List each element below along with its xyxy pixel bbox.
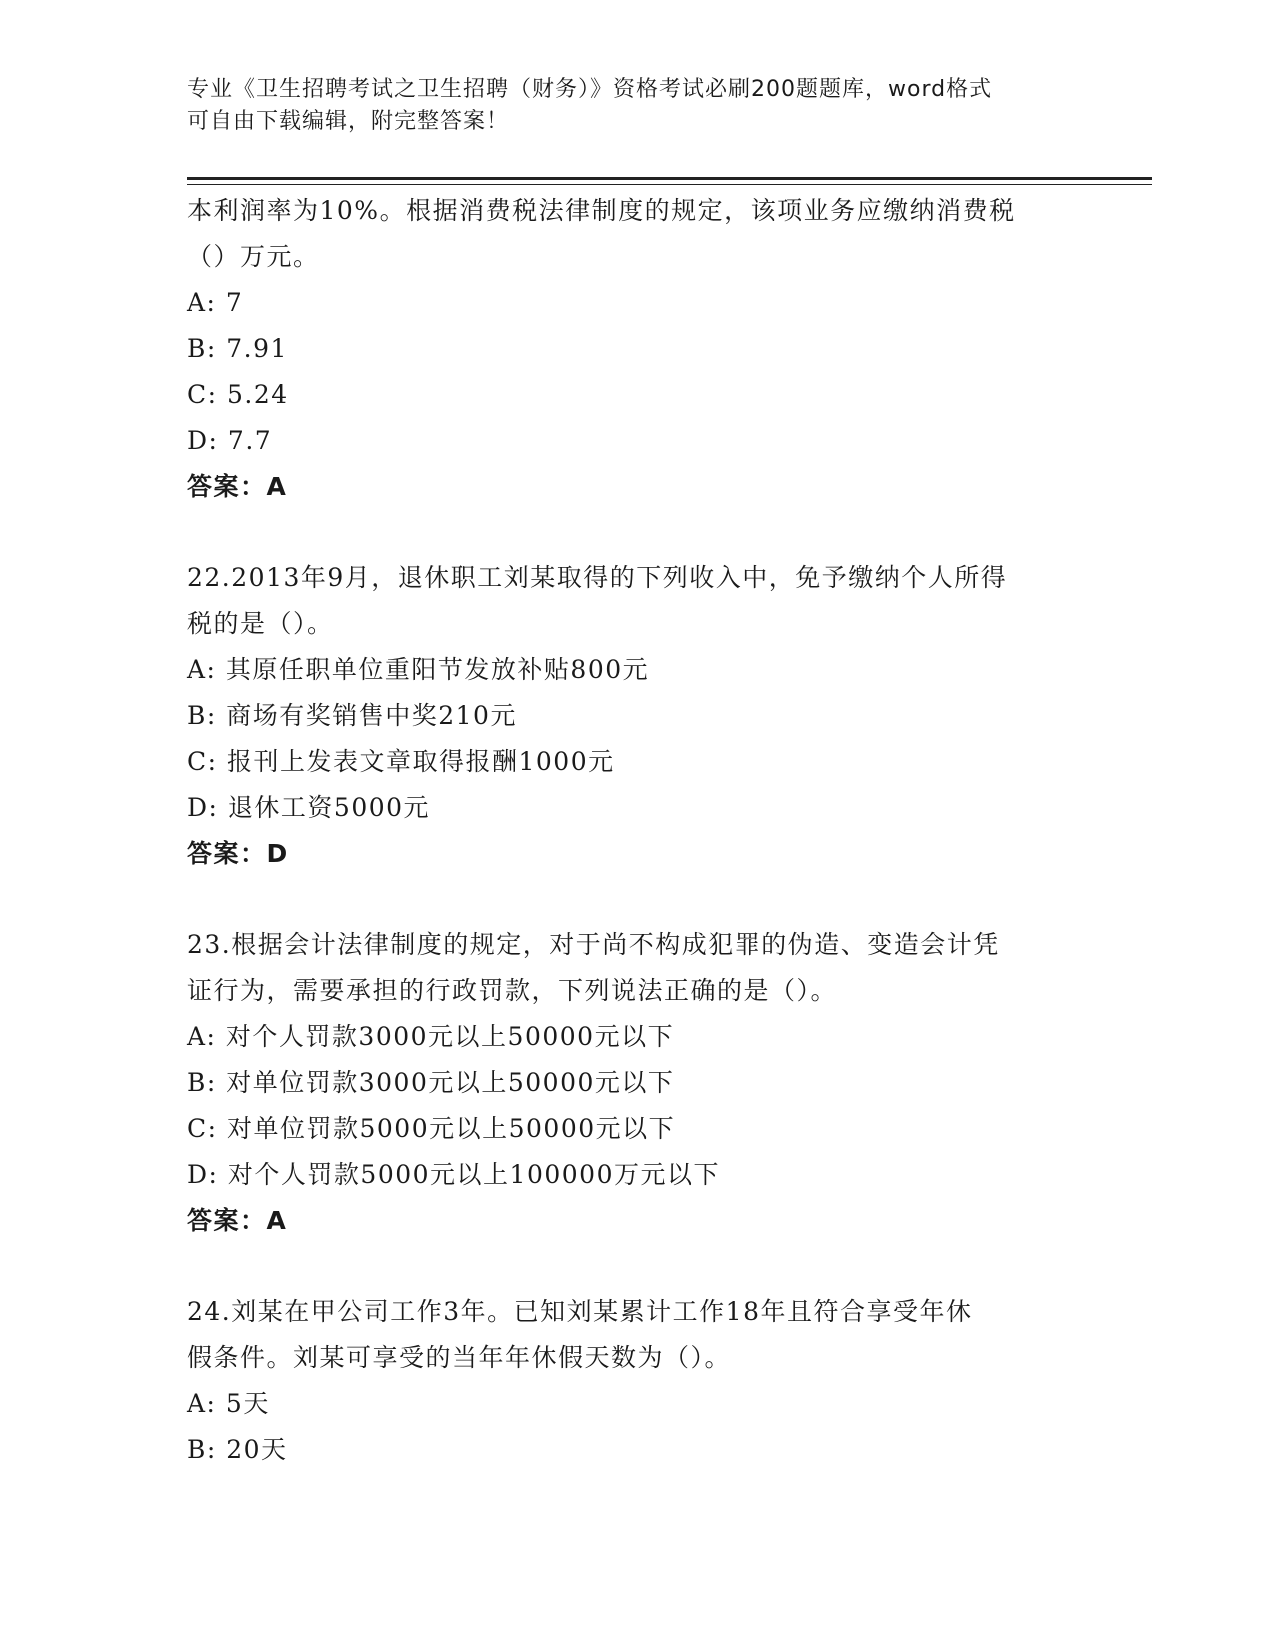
- question-text-line: 22.2013年9月，退休职工刘某取得的下列收入中，免予缴纳个人所得: [187, 563, 1008, 592]
- header-divider-thick: [187, 177, 1152, 180]
- question-24: [187, 1289, 1087, 1473]
- question-text-line: 税的是（）。: [187, 609, 334, 638]
- question-text-line: 证行为，需要承担的行政罚款，下列说法正确的是（）。: [187, 976, 838, 1005]
- question-gap: [187, 1244, 1087, 1289]
- question-text-line: 假条件。刘某可享受的当年年休假天数为（）。: [187, 1343, 732, 1372]
- question-text-line: 本利润率为10%。根据消费税法律制度的规定，该项业务应缴纳消费税: [187, 196, 1016, 225]
- answer-line: 答案：A: [187, 1206, 288, 1235]
- option-c: C: 对单位罚款5000元以上50000元以下: [187, 1114, 676, 1143]
- question-23: [187, 922, 1087, 1244]
- question-gap: [187, 510, 1087, 555]
- option-d: D: 对个人罚款5000元以上100000万元以下: [187, 1160, 720, 1189]
- question-text-line: 23.根据会计法律制度的规定，对于尚不构成犯罪的伪造、变造会计凭: [187, 930, 1000, 959]
- option-c: C: 5.24: [187, 380, 289, 409]
- option-c: C: 报刊上发表文章取得报酬1000元: [187, 747, 615, 776]
- option-b: B: 7.91: [187, 334, 288, 363]
- option-d: D: 7.7: [187, 426, 273, 455]
- question-text-line: （）万元。: [187, 242, 320, 271]
- header-line-1: 专业《卫生招聘考试之卫生招聘（财务）》资格考试必刷200题题库，word格式: [187, 77, 993, 102]
- question-text-line: 24.刘某在甲公司工作3年。已知刘某累计工作18年且符合享受年休: [187, 1297, 973, 1326]
- question-21-continued: [187, 188, 1087, 510]
- question-22: [187, 555, 1087, 877]
- document-header: [187, 74, 1087, 138]
- option-a: A: 5天: [187, 1389, 270, 1418]
- question-gap: [187, 877, 1087, 922]
- header-line-2: 可自由下载编辑，附完整答案！: [187, 109, 510, 134]
- answer-line: 答案：D: [187, 839, 289, 868]
- option-b: B: 20天: [187, 1435, 288, 1464]
- answer-line: 答案：A: [187, 472, 288, 501]
- option-b: B: 商场有奖销售中奖210元: [187, 701, 517, 730]
- question-list: [187, 188, 1087, 1473]
- option-b: B: 对单位罚款3000元以上50000元以下: [187, 1068, 675, 1097]
- option-a: A: 对个人罚款3000元以上50000元以下: [187, 1022, 675, 1051]
- option-a: A: 其原任职单位重阳节发放补贴800元: [187, 655, 650, 684]
- header-divider-thin: [187, 184, 1152, 185]
- option-a: A: 7: [187, 288, 244, 317]
- option-d: D: 退休工资5000元: [187, 793, 431, 822]
